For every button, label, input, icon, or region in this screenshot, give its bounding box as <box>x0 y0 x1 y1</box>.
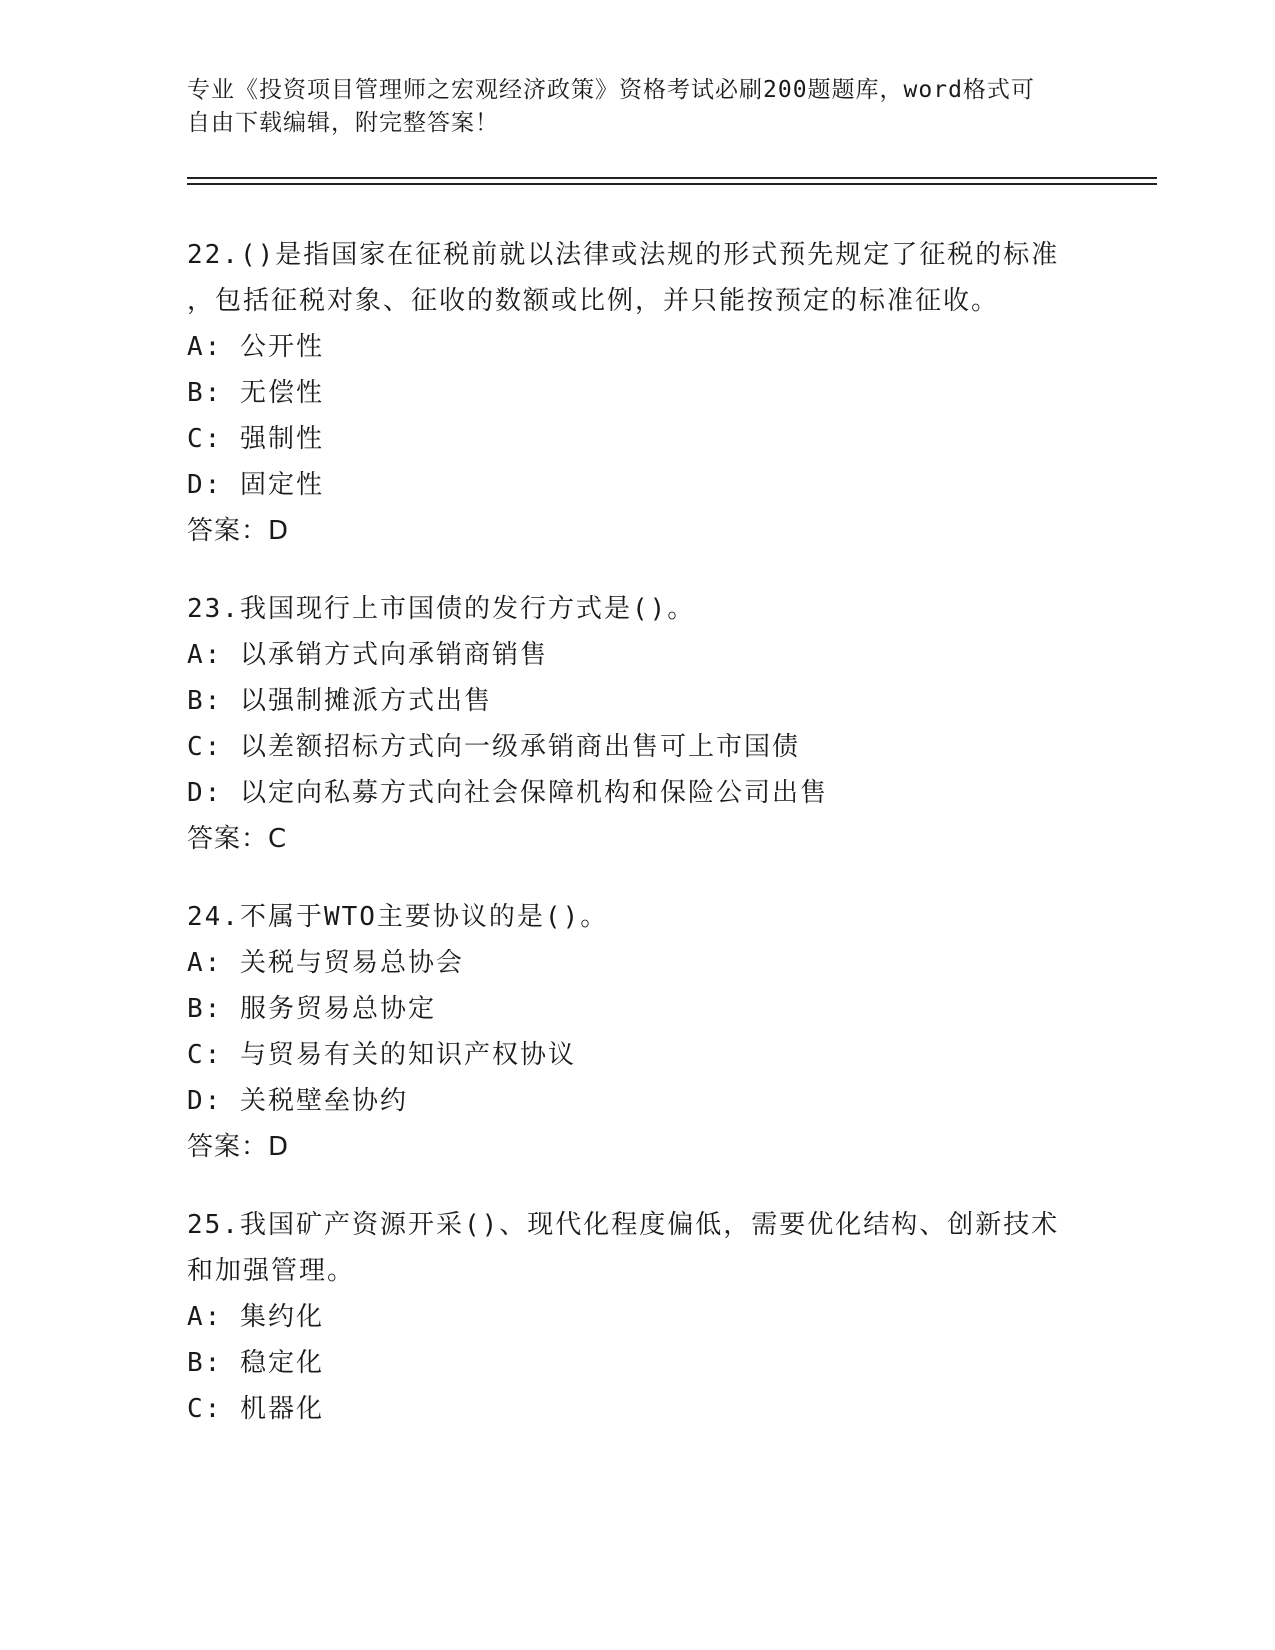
document-header <box>187 74 1067 140</box>
option-c: C: 机器化 <box>187 1394 324 1424</box>
option-d: D: 以定向私募方式向社会保障机构和保险公司出售 <box>187 778 828 808</box>
option-a: A: 关税与贸易总协会 <box>187 948 464 978</box>
option-b: B: 服务贸易总协定 <box>187 994 436 1024</box>
header-divider-bottom <box>187 183 1157 185</box>
option-a: A: 以承销方式向承销商销售 <box>187 640 548 670</box>
option-b: B: 无偿性 <box>187 378 324 408</box>
header-divider-top <box>187 177 1157 179</box>
answer: 答案：D <box>187 516 290 546</box>
option-c: C: 以差额招标方式向一级承销商出售可上市国债 <box>187 732 800 762</box>
header-line-2: 自由下载编辑，附完整答案！ <box>187 110 499 136</box>
answer: 答案：D <box>187 1132 290 1162</box>
option-a: A: 公开性 <box>187 332 324 362</box>
option-d: D: 关税壁垒协约 <box>187 1086 408 1116</box>
option-c: C: 与贸易有关的知识产权协议 <box>187 1040 576 1070</box>
question-23 <box>187 586 1087 862</box>
answer: 答案：C <box>187 824 288 854</box>
question-22 <box>187 232 1087 554</box>
option-a: A: 集约化 <box>187 1302 324 1332</box>
question-24 <box>187 894 1087 1170</box>
question-25 <box>187 1202 1087 1432</box>
option-b: B: 以强制摊派方式出售 <box>187 686 492 716</box>
question-text-line-1: 23.我国现行上市国债的发行方式是()。 <box>187 594 696 624</box>
option-c: C: 强制性 <box>187 424 324 454</box>
option-d: D: 固定性 <box>187 470 324 500</box>
question-list <box>187 232 1087 1464</box>
question-text-line-2: 和加强管理。 <box>187 1256 356 1286</box>
question-text-line-1: 22.()是指国家在征税前就以法律或法规的形式预先规定了征税的标准 <box>187 240 1060 270</box>
header-line-1: 专业《投资项目管理师之宏观经济政策》资格考试必刷200题题库，word格式可 <box>187 77 1035 103</box>
question-text-line-1: 25.我国矿产资源开采()、现代化程度偏低，需要优化结构、创新技术 <box>187 1210 1060 1240</box>
option-b: B: 稳定化 <box>187 1348 324 1378</box>
question-text-line-1: 24.不属于WTO主要协议的是()。 <box>187 902 609 932</box>
question-text-line-2: ，包括征税对象、征收的数额或比例，并只能按预定的标准征收。 <box>187 286 1000 316</box>
